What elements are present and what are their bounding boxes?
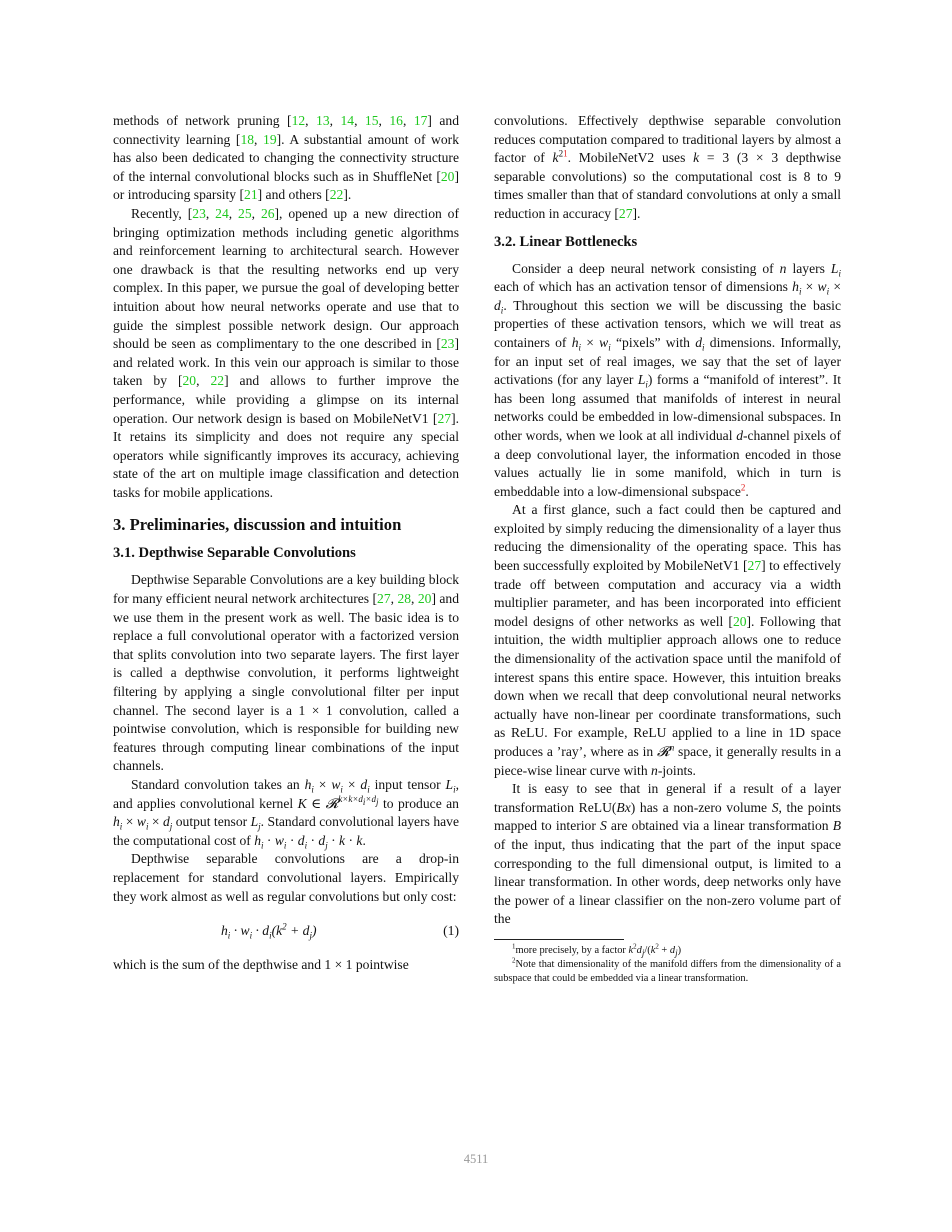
citation-link[interactable]: 23 xyxy=(440,336,455,352)
paragraph-standard-convolution: Standard convolution takes an $h_i \times w_i \times d_i$ input tensor $L_i$, and applies convolutional kernel K ∈ 𝓡$^{k\times k\times d_i\times d_j}$ to produce an $h_i \times w_i \times d_j$ output tensor $L_j$. Standard convolutional layers have the computational cost of $h_i \cdot w_i \cdot d_i \cdot d_j \cdot k \cdot k$. xyxy=(113,777,460,851)
citation-link[interactable]: 27 xyxy=(437,410,452,426)
citation-link[interactable]: 14 xyxy=(340,113,355,128)
subsection-heading-bottlenecks: 3.2. Linear Bottlenecks xyxy=(494,233,638,250)
paragraph-depthwise-intro: Depthwise Separable Convolutions are a key building block for many efficient neural network architectures [27, 28, 20] and we use them in the present work as well. The basic idea is to replace a full convolutional operator with a factorized version that splits convolution into two separate layers. The first layer is called a depthwise convolution, it performs lightweight filtering by applying a single convolutional filter per input channel. The second layer is a 1 × 1 convolution, called a pointwise convolution, which is responsible for building new features through computing linear combinations of the input channels. xyxy=(113,572,460,774)
footnote-1: $^1$more precisely, by a factor $k^2d_j/(k^2 + d_j)$ xyxy=(512,942,682,959)
citation-link[interactable]: 27 xyxy=(618,205,633,221)
section-heading: 3. Preliminaries, discussion and intuition xyxy=(113,515,402,535)
page-number: 4511 xyxy=(463,1152,489,1166)
citation-link[interactable]: 25 xyxy=(238,205,252,221)
paragraph-relu-volume: It is easy to see that in general if a result of a layer transformation ReLU(Bx) has a non-zero volume S, the points mapped to interior S are obtained via a linear transformation B of the input, thus indicating that the part of the input space corresponding to the full dimensional output, is limited to a linear transformation. In other words, deep networks only have the power of a linear classifier on the non-zero volume part of the xyxy=(494,781,842,927)
citation-link[interactable]: 22 xyxy=(329,187,344,203)
citation-link[interactable]: 23 xyxy=(192,205,206,221)
paragraph-depthwise-cost: Depthwise separable convolutions are a drop-in replacement for standard convolutional layers. Empirically they work almost as well as regular convolutions but only cost: xyxy=(113,851,459,904)
citation-link[interactable]: 26 xyxy=(260,205,275,221)
citation-link[interactable]: 12 xyxy=(291,113,306,128)
left-column xyxy=(113,112,459,975)
citation-link[interactable]: 20 xyxy=(440,168,455,184)
footnote-marker[interactable]: 2 xyxy=(740,482,746,493)
citation-link[interactable]: 17 xyxy=(413,113,428,128)
citation-link[interactable]: 21 xyxy=(244,187,258,203)
citation-link[interactable]: 20 xyxy=(417,591,432,607)
citation-link[interactable]: 15 xyxy=(364,113,379,128)
footnote-2: $^2$Note that dimensionality of the manifold differs from the dimensionality of a subspace that could be embedded via a linear transformation. xyxy=(494,956,841,984)
paragraph-computation-reduction: convolutions. Effectively depthwise separable convolution reduces computation compared to traditional layers by almost a factor of k$^{21}$. MobileNetV2 uses k = 3 (3 × 3 depthwise separable convolutions) so the computational cost is 8 to 9 times smaller than that of standard convolutions at only a small reduction in accuracy [27]. xyxy=(494,113,842,221)
subsection-heading-depthwise: 3.1. Depthwise Separable Convolutions xyxy=(113,545,356,562)
citation-link[interactable]: 16 xyxy=(389,113,403,128)
paragraph-related-work: methods of network pruning [12, 13, 14, 15, 16, 17] and connectivity learning [18, 19]. A substantial amount of work has also been dedicated to changing the connectivity structure of the internal convolutional blocks such as in ShuffleNet [20] or introducing sparsity [21] and others [22]. xyxy=(113,113,460,203)
paragraph-architecture-search: Recently, [23, 24, 25, 26], opened up a new direction of bringing optimization methods including genetic algorithms and reinforcement learning to architectural search. However one drawback is that the resulting networks end up very complex. In this paper, we pursue the goal of developing better intuition about how neural networks operate and use that to guide the simplest possible network design. Our approach should be seen as complimentary to the one described in [23] and related work. In this vein our approach is similar to those taken by [20, 22] and allows to further improve the performance, while providing a glimpse on its internal operation. Our network design is based on MobileNetV1 [27]. It retains its simplicity and does not require any special operators while significantly improves its accuracy, achieving state of the art on multiple image classification and detection tasks for mobile applications. xyxy=(113,205,460,500)
citation-link[interactable]: 24 xyxy=(215,205,229,221)
paragraph-manifold: Consider a deep neural network consisting of n layers $L_i$ each of which has an activation tensor of dimensions $h_i \times w_i \times d_i$. Throughout this section we will be discussing the basic properties of these activation tensors, which we will treat as containers of $h_i \times w_i$ “pixels” with $d_i$ dimensions. Informally, for an input set of real images, we say that the set of layer activations (for any layer $L_i$) forms a “manifold of interest”. It has been long assumed that manifolds of interest in neural networks could be embedded in low-dimensional subspaces. In other words, when we look at all individual d-channel pixels of a deep convolutional layer, the information encoded in those values actually lie in some manifold, which in turn is embeddable into a low-dimensional subspace$^2$. xyxy=(494,260,842,499)
equation-1 xyxy=(113,918,459,944)
paragraph-relu-intuition: At a first glance, such a fact could then be captured and exploited by simply reducing the dimensionality of a layer thus reducing the dimensionality of the operating space. This has been successfully exploited by MobileNetV1 [27] to effectively trade off between computation and accuracy via a width multiplier parameter, and has been incorporated into efficient model designs of other networks as well [20]. Following that intuition, the width multiplier approach allows one to reduce the dimensionality of the activation space until the manifold of interest spans this entire space. However, this intuition breaks down when we recall that deep convolutional neural networks actually have non-linear per coordinate transformations, such as ReLU. For example, ReLU applied to a line in 1D space produces a ’ray’, where as in 𝓡$^n$ space, it generally results in a piece-wise linear curve with n-joints. xyxy=(494,502,841,778)
footnote-marker[interactable]: 1 xyxy=(563,148,568,159)
citation-link[interactable]: 20 xyxy=(182,373,197,389)
citation-link[interactable]: 20 xyxy=(732,613,747,629)
citation-link[interactable]: 22 xyxy=(210,373,225,389)
right-column xyxy=(494,112,841,986)
equation-number: (1) xyxy=(443,923,459,939)
citation-link[interactable]: 18 xyxy=(240,131,255,147)
citation-link[interactable]: 27 xyxy=(747,558,762,574)
citation-link[interactable]: 13 xyxy=(316,113,330,128)
equation-body: $h_i \cdot w_i \cdot d_i(k^2 + d_j)$ xyxy=(221,921,317,941)
citation-link[interactable]: 27 xyxy=(377,591,391,607)
citation-link[interactable]: 19 xyxy=(263,131,277,147)
citation-link[interactable]: 28 xyxy=(397,591,412,607)
footnote-divider xyxy=(494,939,624,940)
paragraph-continuation: which is the sum of the depthwise and 1 × 1 pointwise xyxy=(113,957,409,973)
